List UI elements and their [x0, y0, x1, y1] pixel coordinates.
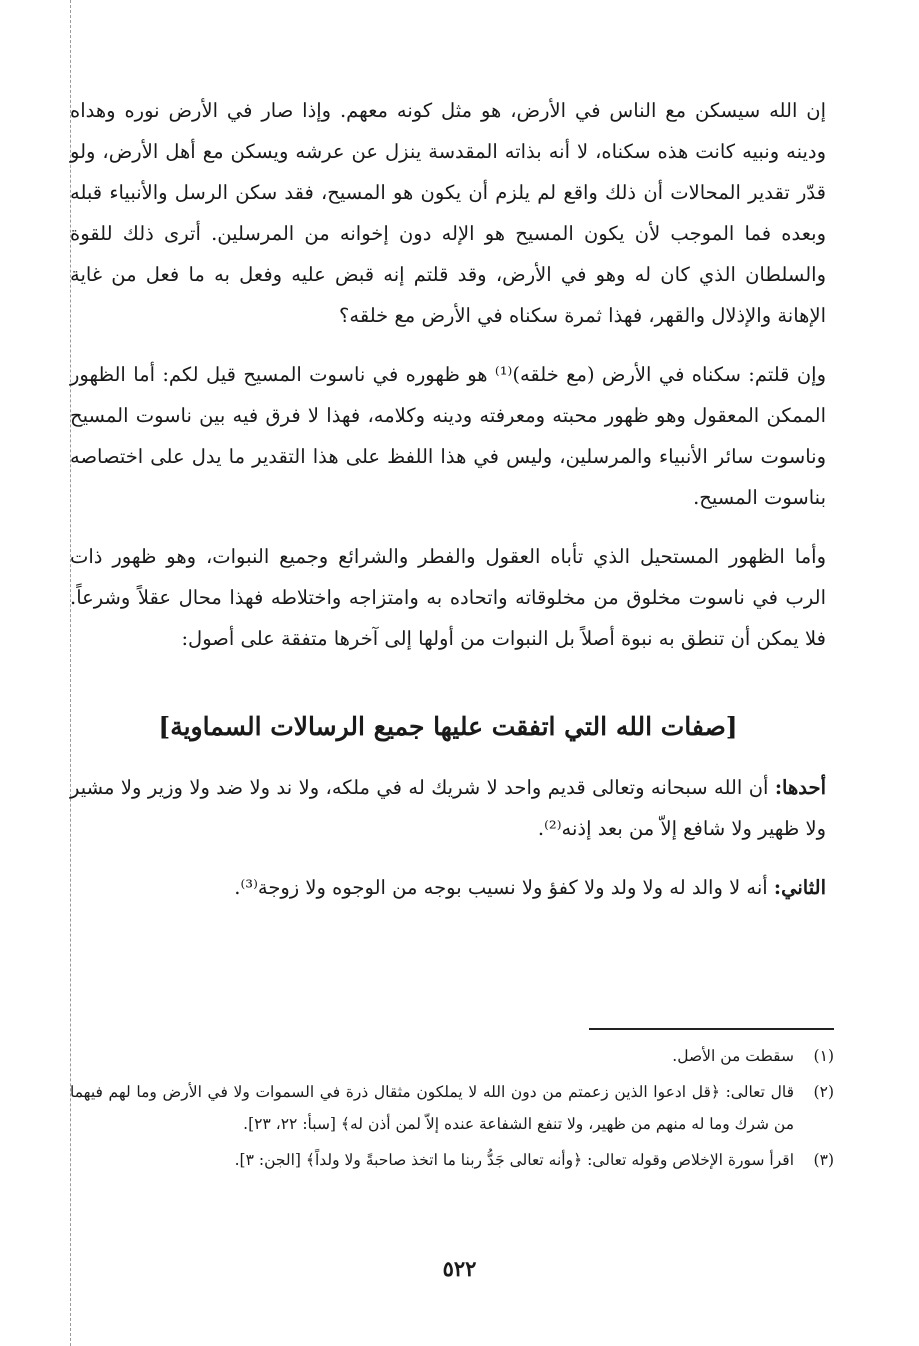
- point-1-lead: أحدها:: [774, 776, 826, 799]
- footnote-3: [70, 1144, 834, 1176]
- footnote-2-text: قال تعالى: ﴿قل ادعوا الذين زعمتم من دون الله لا يملكون مثقال ذرة في السموات ولا في الأرض وما لهم فيهما من شرك وما له منهم من ظهير، ولا تنفع الشفاعة عنده إلاّ لمن أذن له﴾ [سبأ: ٢٢، ٢٣].: [70, 1083, 794, 1133]
- point-2-text: أنه لا والد له ولا ولد ولا كفؤ ولا نسيب بوجه من الوجوه ولا زوجة⁽³⁾.: [234, 876, 774, 899]
- footnote-3-text: اقرأ سورة الإخلاص وقوله تعالى: ﴿وأنه تعالى جَدُّ ربنا ما اتخذ صاحبةً ولا ولداً﴾ [الجن: ٣].: [234, 1151, 794, 1169]
- footnote-2-number: (٢): [813, 1083, 834, 1101]
- point-1: [70, 767, 826, 849]
- footnote-divider: [589, 1028, 834, 1030]
- footnote-2: [70, 1076, 834, 1140]
- point-2-lead: الثاني:: [773, 876, 826, 899]
- footnotes: [70, 1028, 834, 1180]
- paragraph-3: وأما الظهور المستحيل الذي تأباه العقول والفطر والشرائع وجميع النبوات، وهو ظهور ذات الرب في ناسوت مخلوق من مخلوقاته واتحاده به وامتزاجه واختلاطه فهذا محال عقلاً وشرعاً. فلا يمكن أن تنطق به نبوة أصلاً بل النبوات من أولها إلى آخرها متفقة على أصول:: [70, 545, 826, 650]
- point-1-text: أن الله سبحانه وتعالى قديم واحد لا شريك له في ملكه، ولا ند ولا ضد ولا وزير ولا مشير ولا ظهير ولا شافع إلاّ من بعد إذنه⁽²⁾.: [70, 776, 826, 840]
- paragraph-2: وإن قلتم: سكناه في الأرض (مع خلقه)⁽¹⁾ هو ظهوره في ناسوت المسيح قيل لكم: أما الظهور الممكن المعقول وهو ظهور محبته ومعرفته ودينه وكلامه، فهذا لا فرق فيه بين ناسوت المسيح وناسوت سائر الأنبياء والمرسلين، وليس في هذا اللفظ على هذا التقدير ما يدل على اختصاصه بناسوت المسيح.: [70, 363, 827, 509]
- footnote-3-number: (٣): [813, 1151, 834, 1169]
- page-body: [70, 90, 826, 926]
- page-number: ٥٢٢: [442, 1256, 477, 1281]
- footnote-1-text: سقطت من الأصل.: [672, 1047, 794, 1065]
- footnote-1-number: (١): [813, 1047, 834, 1065]
- point-2: [70, 867, 826, 908]
- footnote-1: [70, 1040, 834, 1072]
- paragraph-1: إن الله سيسكن مع الناس في الأرض، هو مثل كونه معهم. وإذا صار في الأرض نوره وهداه ودينه ونبيه كانت هذه سكناه، لا أنه بذاته المقدسة ينزل عن عرشه ويسكن مع أهل الأرض، ولو قدّر تقدير المحالات أن ذلك واقع لم يلزم أن يكون هو المسيح، فقد سكن الرسل والأنبياء قبله وبعده فما الموجب لأن يكون المسيح هو الإله دون إخوانه من المرسلين. أترى ذلك للقوة والسلطان الذي كان له وهو في الأرض، وقد قلتم إنه قبض عليه وفعل به ما فعل من غاية الإهانة والإذلال والقهر، فهذا ثمرة سكناه في الأرض مع خلقه؟: [70, 99, 826, 327]
- section-heading: [صفات الله التي اتفقت عليها جميع الرسالات السماوية]: [158, 712, 738, 741]
